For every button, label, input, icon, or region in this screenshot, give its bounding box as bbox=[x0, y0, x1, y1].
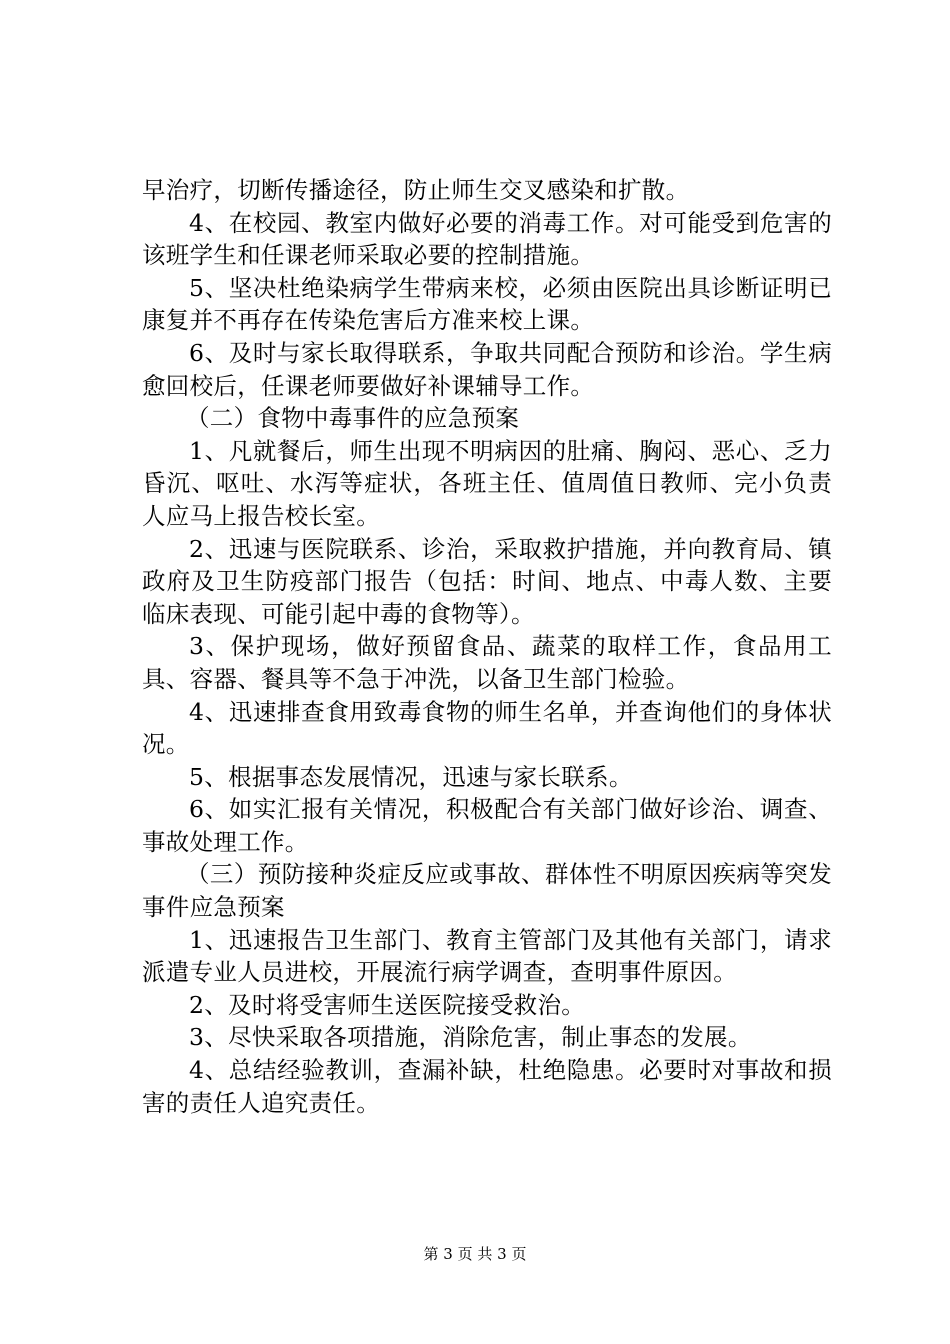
paragraph-item: 1、凡就餐后，师生出现不明病因的肚痛、胸闷、恶心、乏力昏沉、呕吐、水泻等症状，各班主任、值周值日教师、完小负责人应马上报告校长室。 bbox=[142, 436, 832, 530]
paragraph-item: 4、在校园、教室内做好必要的消毒工作。对可能受到危害的该班学生和任课老师采取必要的控制措施。 bbox=[142, 208, 832, 270]
paragraph-item: 5、坚决杜绝染病学生带病来校，必须由医院出具诊断证明已康复并不再存在传染危害后方准来校上课。 bbox=[142, 273, 832, 335]
paragraph-item: 4、总结经验教训，查漏补缺，杜绝隐患。必要时对事故和损害的责任人追究责任。 bbox=[142, 1056, 832, 1117]
paragraph-item: 4、迅速排查食用致毒食物的师生名单，并查询他们的身体状况。 bbox=[142, 697, 832, 759]
section-heading: （二）食物中毒事件的应急预案 bbox=[186, 404, 520, 433]
page-number-footer: 第 3 页 共 3 页 bbox=[423, 1245, 527, 1263]
document-body bbox=[142, 174, 832, 1119]
paragraph-item: 2、及时将受害师生送医院接受救治。 bbox=[189, 990, 586, 1019]
paragraph-continuation: 早治疗，切断传播途径，防止师生交叉感染和扩散。 bbox=[142, 176, 690, 204]
paragraph-item: 1、迅速报告卫生部门、教育主管部门及其他有关部门，请求派遣专业人员进校，开展流行病学调查，查明事件原因。 bbox=[142, 925, 832, 987]
paragraph-item: 3、保护现场，做好预留食品、蔬菜的取样工作，食品用工具、容器、餐具等不急于冲洗，以备卫生部门检验。 bbox=[142, 632, 832, 693]
paragraph-item: 3、尽快采取各项措施，消除危害，制止事态的发展。 bbox=[189, 1023, 752, 1052]
paragraph-item: 6、及时与家长取得联系，争取共同配合预防和诊治。学生病愈回校后，任课老师要做好补课辅导工作。 bbox=[142, 338, 832, 400]
paragraph-item: 6、如实汇报有关情况，积极配合有关部门做好诊治、调查、事故处理工作。 bbox=[142, 795, 832, 856]
paragraph-item: 5、根据事态发展情况，迅速与家长联系。 bbox=[189, 762, 633, 791]
paragraph-item: 2、迅速与医院联系、诊治，采取救护措施，并向教育局、镇政府及卫生防疫部门报告（包括：时间、地点、中毒人数、主要临床表现、可能引起中毒的食物等）。 bbox=[142, 534, 832, 628]
section-heading: （三）预防接种炎症反应或事故、群体性不明原因疾病等突发事件应急预案 bbox=[142, 860, 832, 922]
